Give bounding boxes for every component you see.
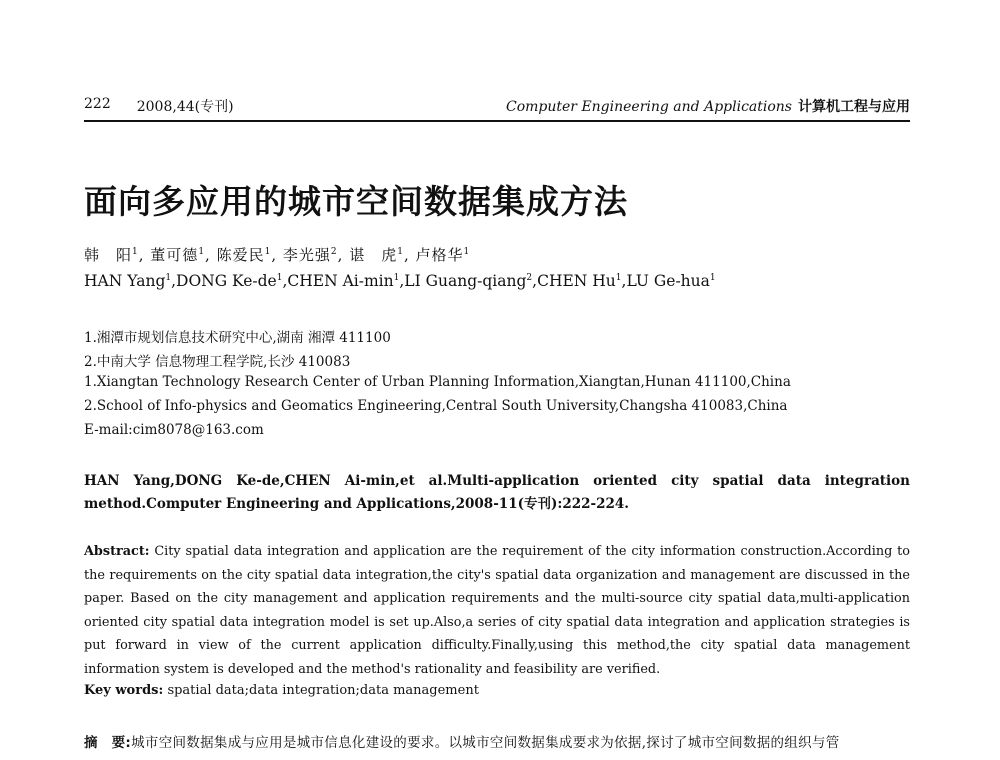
issue-info: 2008,44(专刊) <box>136 99 234 115</box>
abstract-text: City spatial data integration and application are the requirement of the city information construction.According to the requirements on the city spatial data integration,the city's spatial data organization and management are discussed in the paper. Based on the city management and application requirements and the multi-source city spatial data,multi-application oriented city spatial data integration model is set up.Also,a series of city spatial data integration and application strategies is put forward in view of the current application difficulty.Finally,using this method,the city spatial data management information system is developed and the method's rationality and feasibility are verified. <box>84 544 910 677</box>
keywords <box>84 683 479 698</box>
author-en: HAN Yang <box>84 272 166 290</box>
journal-name-en: Computer Engineering and Applications <box>506 99 792 115</box>
author-en: DONG Ke-de <box>176 272 277 290</box>
journal-name-zh: 计算机工程与应用 <box>798 99 910 115</box>
affiliation-zh-2: 2.中南大学 信息物理工程学院,长沙 410083 <box>84 354 351 370</box>
authors-zh: 韩 阳$^1$, 董可德$^1$, 陈爱民$^1$, 李光强$^2$, 谌 虎$^1$, 卢格华$^1$ <box>84 246 471 264</box>
affiliation-en-2: 2.School of Info-physics and Geomatics Engineering,Central South University,Changsha 410083,China <box>84 398 788 414</box>
author-en: LI Guang-qiang <box>404 272 527 290</box>
author-en: CHEN Hu <box>537 272 616 290</box>
author-zh: 谌 虎 <box>349 246 398 264</box>
author-zh: 卢格华 <box>415 246 464 264</box>
author-zh: 韩 阳 <box>84 246 133 264</box>
author-zh: 陈爱民 <box>216 246 265 264</box>
keywords-label: Key words: <box>84 683 164 698</box>
authors-en: HAN Yang$^1$,DONG $Ke-de^1,CHEN$ $Ai-\min^1,LI$ Guang-qiang$^2$,CHEN Hu$^1$,LU Ge-hua$^1$ <box>84 272 716 290</box>
abstract-zh-label: 摘 要: <box>84 735 132 751</box>
abstract-en <box>84 540 910 682</box>
paper-title: 面向多应用的城市空间数据集成方法 <box>84 182 628 221</box>
author-en: CHEN Ai-min <box>287 272 394 290</box>
page-number: 222 <box>84 96 111 112</box>
keywords-text: spatial data;data integration;data management <box>167 683 479 698</box>
author-zh: 董可德 <box>150 246 199 264</box>
affiliation-zh-1: 1.湘潭市规划信息技术研究中心,湖南 湘潭 411100 <box>84 330 391 346</box>
abstract-zh-text: 城市空间数据集成与应用是城市信息化建设的要求。以城市空间数据集成要求为依据,探讨了城市空间数据的组织与管 <box>131 735 840 751</box>
running-header <box>84 96 910 122</box>
abstract-zh <box>84 731 910 755</box>
email: E-mail:cim8078@163.com <box>84 422 264 438</box>
abstract-label: Abstract: <box>84 544 150 559</box>
author-en: LU Ge-hua <box>626 272 710 290</box>
citation: HAN Yang,DONG Ke-de,CHEN Ai-min,et al.Multi-application oriented city spatial data integration method.Computer Engineering and Applications,2008-11(专刊):222-224. <box>84 473 910 512</box>
author-zh: 李光强 <box>282 246 331 264</box>
affiliation-en-1: 1.Xiangtan Technology Research Center of Urban Planning Information,Xiangtan,Hunan 411100,China <box>84 374 791 390</box>
